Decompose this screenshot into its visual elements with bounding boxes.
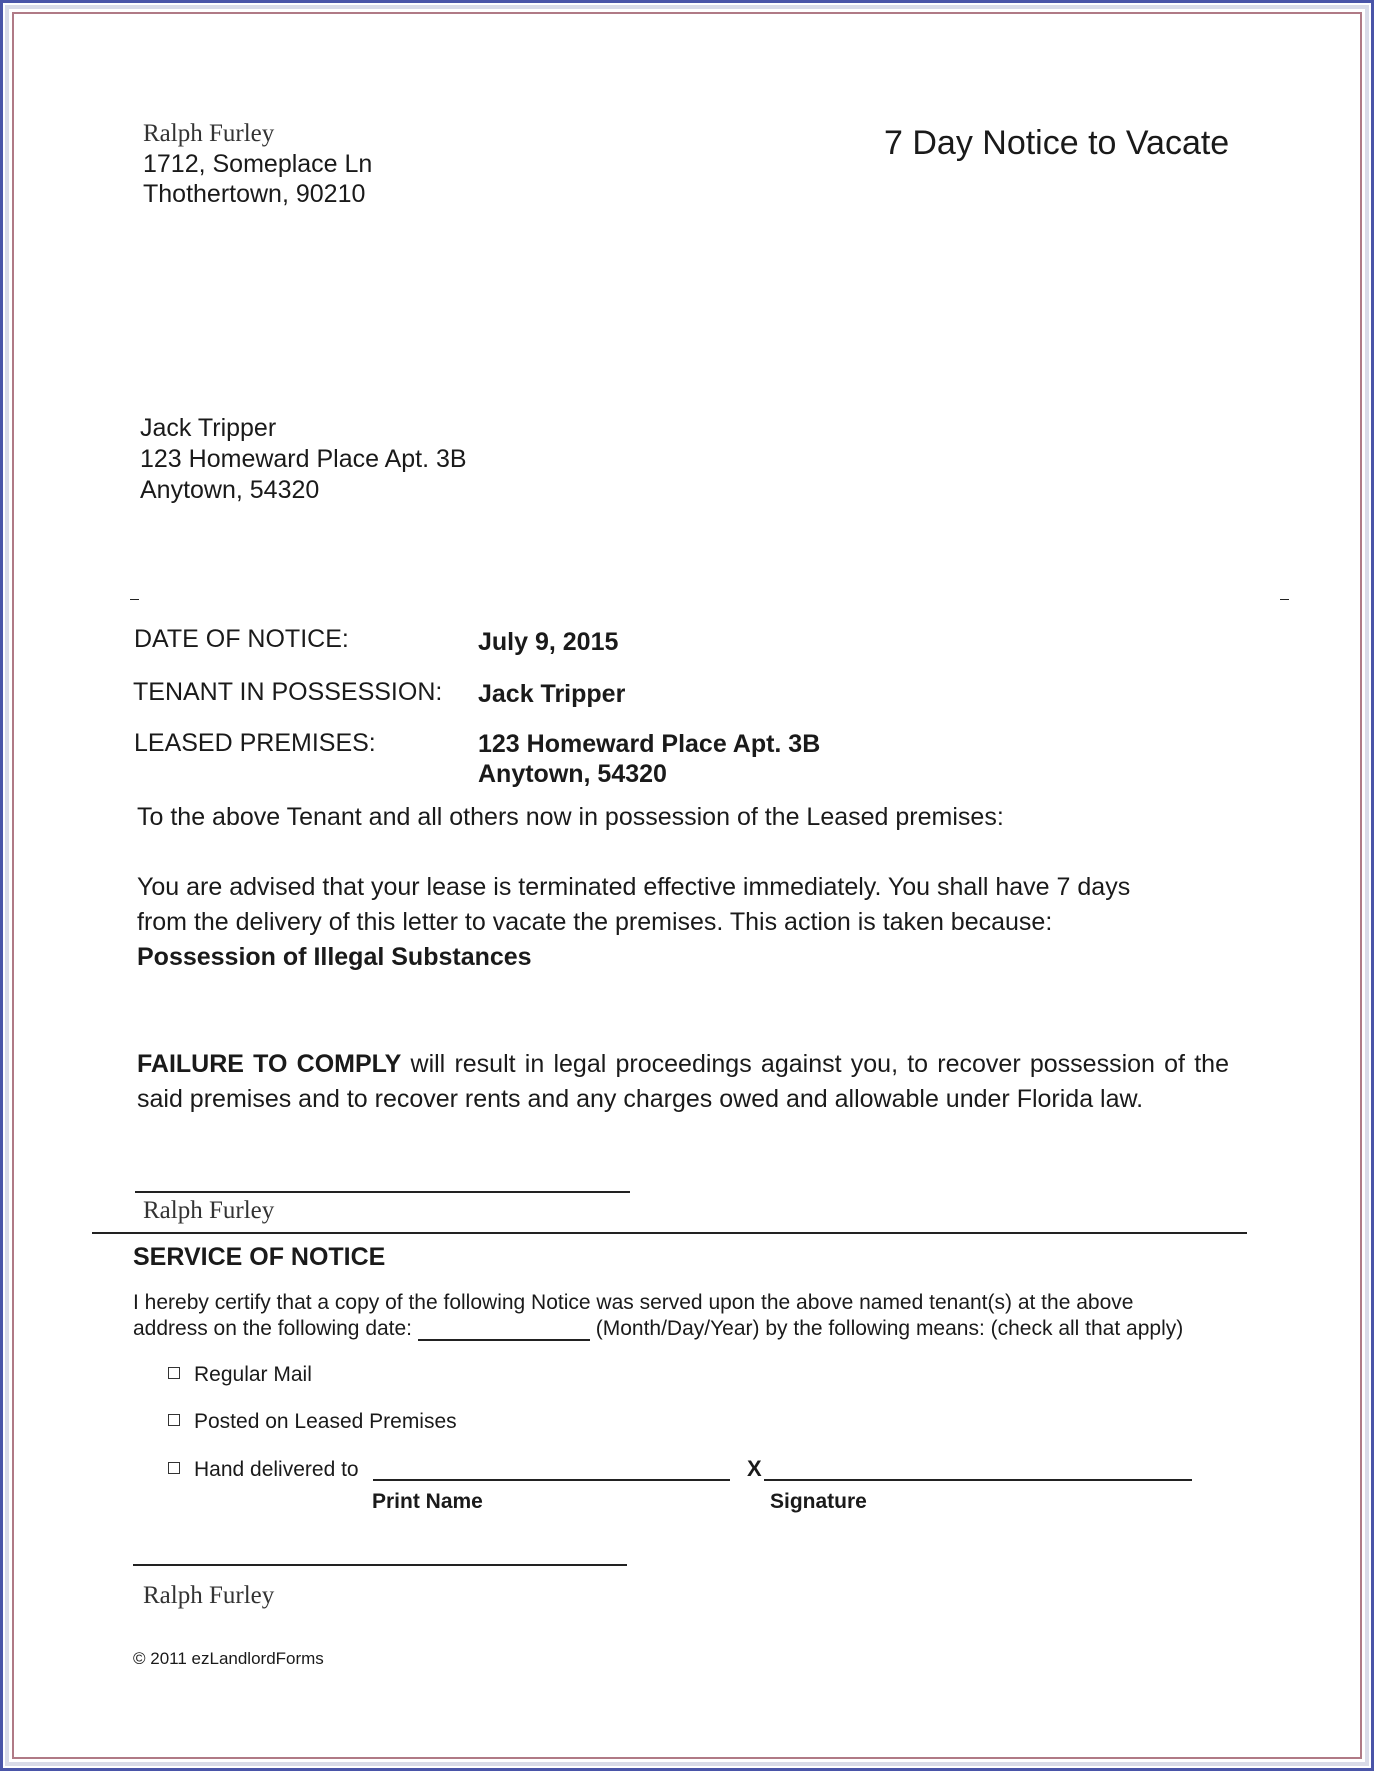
sender-address-line1: 1712, Someplace Ln <box>143 150 373 178</box>
checkbox-icon[interactable] <box>168 1462 180 1474</box>
sender-name: Ralph Furley <box>143 120 275 147</box>
recipient-address-line1: 123 Homeward Place Apt. 3B <box>140 445 467 473</box>
served-date-field[interactable] <box>418 1321 590 1341</box>
option-label: Posted on Leased Premises <box>194 1410 457 1433</box>
date-of-notice-value: July 9, 2015 <box>478 628 619 656</box>
server-name: Ralph Furley <box>143 1582 275 1609</box>
checkbox-icon[interactable] <box>168 1367 180 1379</box>
margin-mark-left <box>130 599 139 600</box>
certify-line2-end: (Month/Day/Year) by the following means: (check all that apply) <box>595 1317 1184 1340</box>
advised-line1: You are advised that your lease is terminated effective immediately. You shall have 7 days <box>137 873 1131 901</box>
certify-line1: I hereby certify that a copy of the following Notice was served upon the above named tenant(s) at the above <box>133 1291 1134 1314</box>
failure-text: will result in legal proceedings against you, to recover possession of the said premises and to recover rents and any charges owed and allowable under Florida law. <box>137 1050 1229 1113</box>
checkbox-icon[interactable] <box>168 1414 180 1426</box>
advised-line2: from the delivery of this letter to vacate the premises. This action is taken because: <box>137 908 1053 936</box>
failure-bold: FAILURE TO COMPLY <box>137 1050 402 1078</box>
premises-value-line2: Anytown, 54320 <box>478 760 667 788</box>
section-divider <box>92 1232 1247 1234</box>
recipient-name: Jack Tripper <box>140 414 277 442</box>
option-label: Hand delivered to <box>194 1458 359 1481</box>
print-name-label: Print Name <box>372 1490 483 1513</box>
x-mark: X <box>747 1456 762 1481</box>
server-signature-line <box>133 1564 627 1566</box>
signature-line <box>135 1191 630 1193</box>
salutation: To the above Tenant and all others now in possession of the Leased premises: <box>137 803 1004 831</box>
margin-mark-right <box>1280 599 1289 600</box>
option-posted-premises[interactable] <box>168 1410 457 1434</box>
sender-address-line2: Thothertown, 90210 <box>143 180 366 208</box>
premises-label: LEASED PREMISES: <box>134 729 376 757</box>
failure-paragraph <box>137 1047 1229 1117</box>
certify-line2-start: address on the following date: <box>133 1317 413 1340</box>
option-regular-mail[interactable] <box>168 1363 312 1387</box>
tenant-value: Jack Tripper <box>478 680 626 708</box>
signature-name: Ralph Furley <box>143 1197 275 1224</box>
signature-field-line[interactable] <box>764 1479 1192 1481</box>
document-title: 7 Day Notice to Vacate <box>884 124 1230 162</box>
recipient-address-line2: Anytown, 54320 <box>140 476 320 504</box>
option-hand-delivered[interactable] <box>168 1458 359 1482</box>
date-of-notice-label: DATE OF NOTICE: <box>134 625 349 653</box>
service-heading: SERVICE OF NOTICE <box>133 1243 386 1271</box>
option-label: Regular Mail <box>194 1363 312 1386</box>
tenant-label: TENANT IN POSSESSION: <box>133 678 443 706</box>
certify-line2 <box>133 1317 1183 1341</box>
print-name-line[interactable] <box>373 1479 730 1481</box>
termination-reason: Possession of Illegal Substances <box>137 943 532 971</box>
premises-value-line1: 123 Homeward Place Apt. 3B <box>478 730 821 758</box>
copyright: © 2011 ezLandlordForms <box>133 1649 324 1668</box>
signature-label: Signature <box>770 1490 867 1513</box>
